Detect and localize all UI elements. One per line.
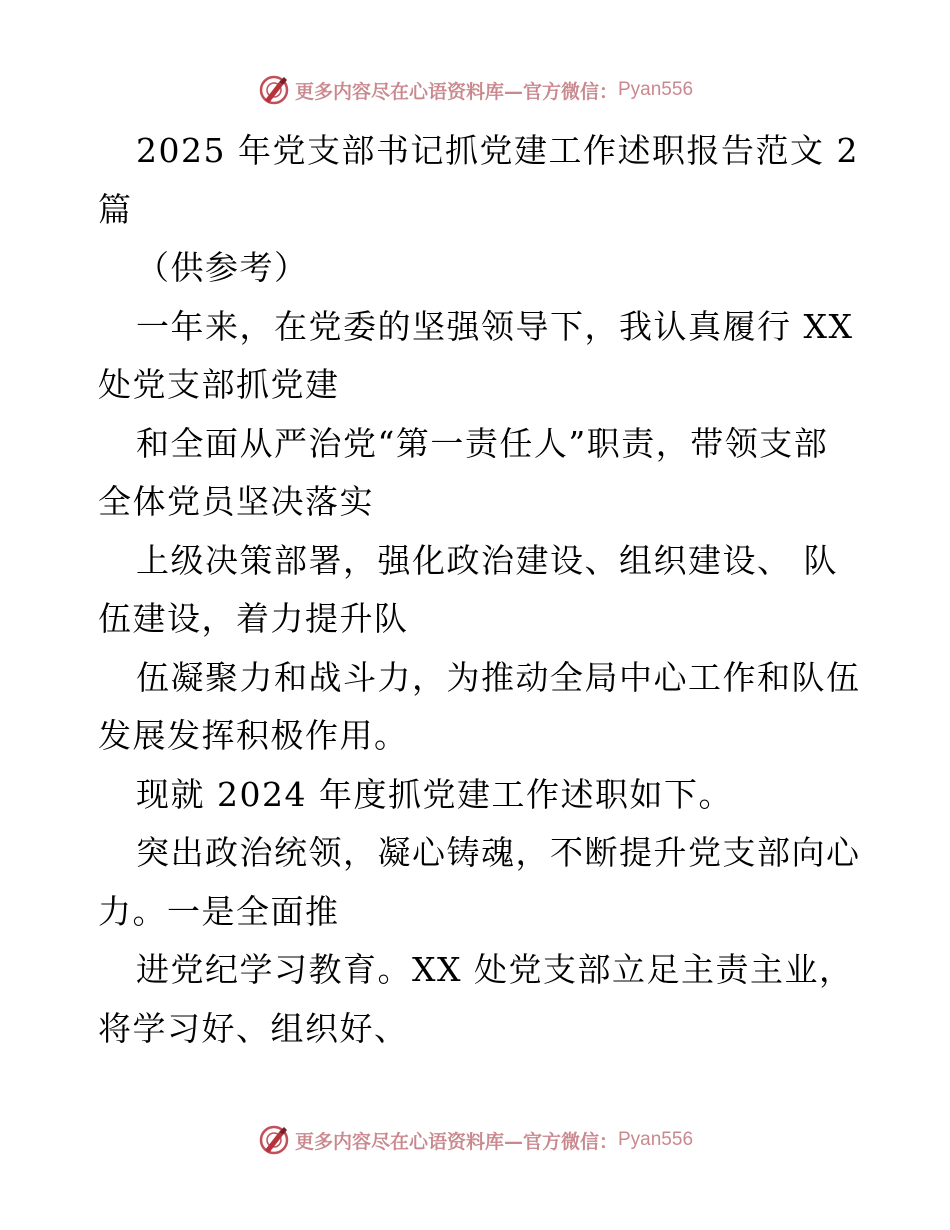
header-watermark-banner: [0, 68, 950, 112]
text-line: 一年来，在党委的坚强领导下，我认真履行 XX: [136, 306, 854, 346]
banner-wechat-account: Pyan556: [618, 79, 694, 100]
text-line: 发展发挥积极作用。: [98, 716, 409, 755]
document-body: [98, 122, 861, 1058]
text-line: 突出政治统领，凝心铸魂，不断提升党支部向心: [136, 833, 861, 872]
text-line: 将学习好、组织好、: [98, 1008, 409, 1048]
footer-watermark-banner: [0, 1118, 950, 1162]
banner-text: 更多内容尽在心语资料库—官方微信：: [294, 80, 618, 103]
banner-text: 更多内容尽在心语资料库—官方微信：: [294, 1130, 618, 1153]
text-line: 篇: [98, 189, 133, 229]
text-line: 伍建设，着力提升队: [98, 599, 409, 638]
text-line: 2025 年党支部书记抓党建工作述职报告范文 2: [136, 131, 859, 170]
text-line: 和全面从严治党“第一责任人”职责，带领支部: [136, 423, 829, 463]
text-line: 上级决策部署，强化政治建设、组织建设、 队: [136, 540, 838, 580]
banner-wechat-account: Pyan556: [618, 1129, 694, 1150]
text-line: 进党纪学习教育。XX 处党支部立足主责主业，: [136, 950, 854, 989]
pen-logo-icon: [257, 1123, 291, 1157]
text-line: 全体党员坚决落实: [98, 482, 374, 521]
text-line: （供参考）: [136, 248, 309, 287]
text-line: 伍凝聚力和战斗力，为推动全局中心工作和队伍: [136, 657, 861, 697]
text-line: 力。一是全面推: [98, 891, 340, 931]
text-line: 现就 2024 年度抓党建工作述职如下。: [136, 774, 733, 814]
pen-logo-icon: [257, 73, 291, 107]
text-line: 处党支部抓党建: [98, 365, 340, 404]
